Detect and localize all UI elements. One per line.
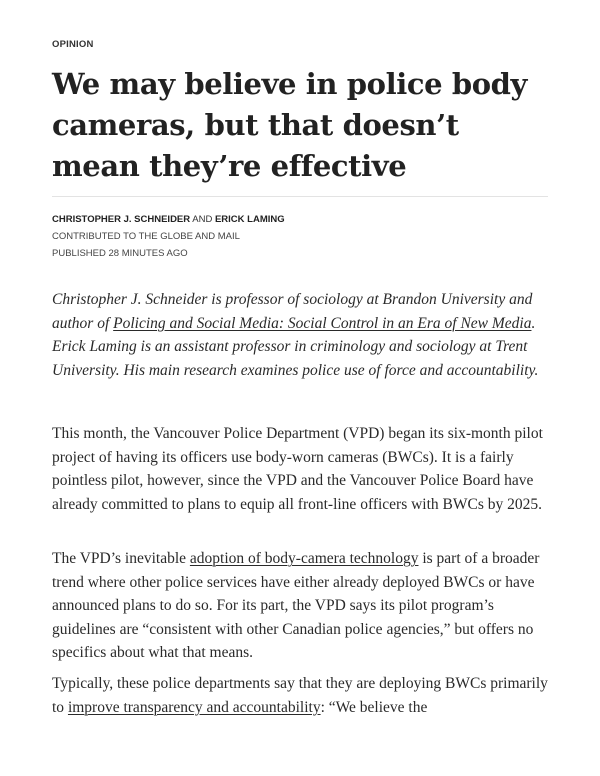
paragraph-3 xyxy=(52,672,548,719)
paragraph-3-start: Typically, these police departments say that they are deploying BWCs primarily to xyxy=(52,675,548,716)
paragraph-3-end: : “We believe the xyxy=(320,698,428,716)
book-link[interactable]: Policing and Social Media: Social Control in an Era of New Media xyxy=(113,314,532,332)
divider xyxy=(52,196,548,197)
section-label[interactable]: OPINION xyxy=(52,39,94,50)
transparency-accountability-link[interactable]: improve transparency and accountability xyxy=(67,698,321,716)
paragraph-2-start: The VPD’s inevitable xyxy=(52,550,190,567)
paragraph-2 xyxy=(52,547,548,665)
byline-and: AND xyxy=(192,214,213,225)
byline xyxy=(52,211,285,262)
published-time: PUBLISHED 28 MINUTES AGO xyxy=(52,248,188,259)
byline-authors xyxy=(52,211,285,228)
author-erick-laming[interactable]: ERICK LAMING xyxy=(214,214,285,225)
paragraph-2-end: is part of a broader trend where other police services have either already deployed BWCs or have announced plans to do so. For its part, the VPD says its pilot program’s guidelines are “consistent with other Canadian police agencies,” but offers no specifics about what that means. xyxy=(52,550,540,661)
contributed-note: CONTRIBUTED TO THE GLOBE AND MAIL xyxy=(52,231,240,242)
paragraph-1: This month, the Vancouver Police Department (VPD) began its six-month pilot project of having its officers use body-worn cameras (BWCs). It is a fairly pointless pilot, however, since the VPD and the Vancouver Police Board have already committed to plans to equip all front-line officers with BWCs by 2025. xyxy=(52,425,543,513)
bio-text-end: . Erick Laming is an assistant professor in criminology and sociology at Trent University. His main research examines police use of force and accountability. xyxy=(52,314,539,379)
author-christopher-schneider[interactable]: CHRISTOPHER J. SCHNEIDER xyxy=(52,214,191,225)
author-bio xyxy=(52,288,548,382)
bio-text-start: Christopher J. Schneider is professor of sociology at Brandon University and author of xyxy=(52,291,533,332)
body-camera-adoption-link[interactable]: adoption of body-camera technology xyxy=(189,550,419,567)
headline: We may believe in police body cameras, but that doesn’t mean they’re effective xyxy=(52,67,527,183)
